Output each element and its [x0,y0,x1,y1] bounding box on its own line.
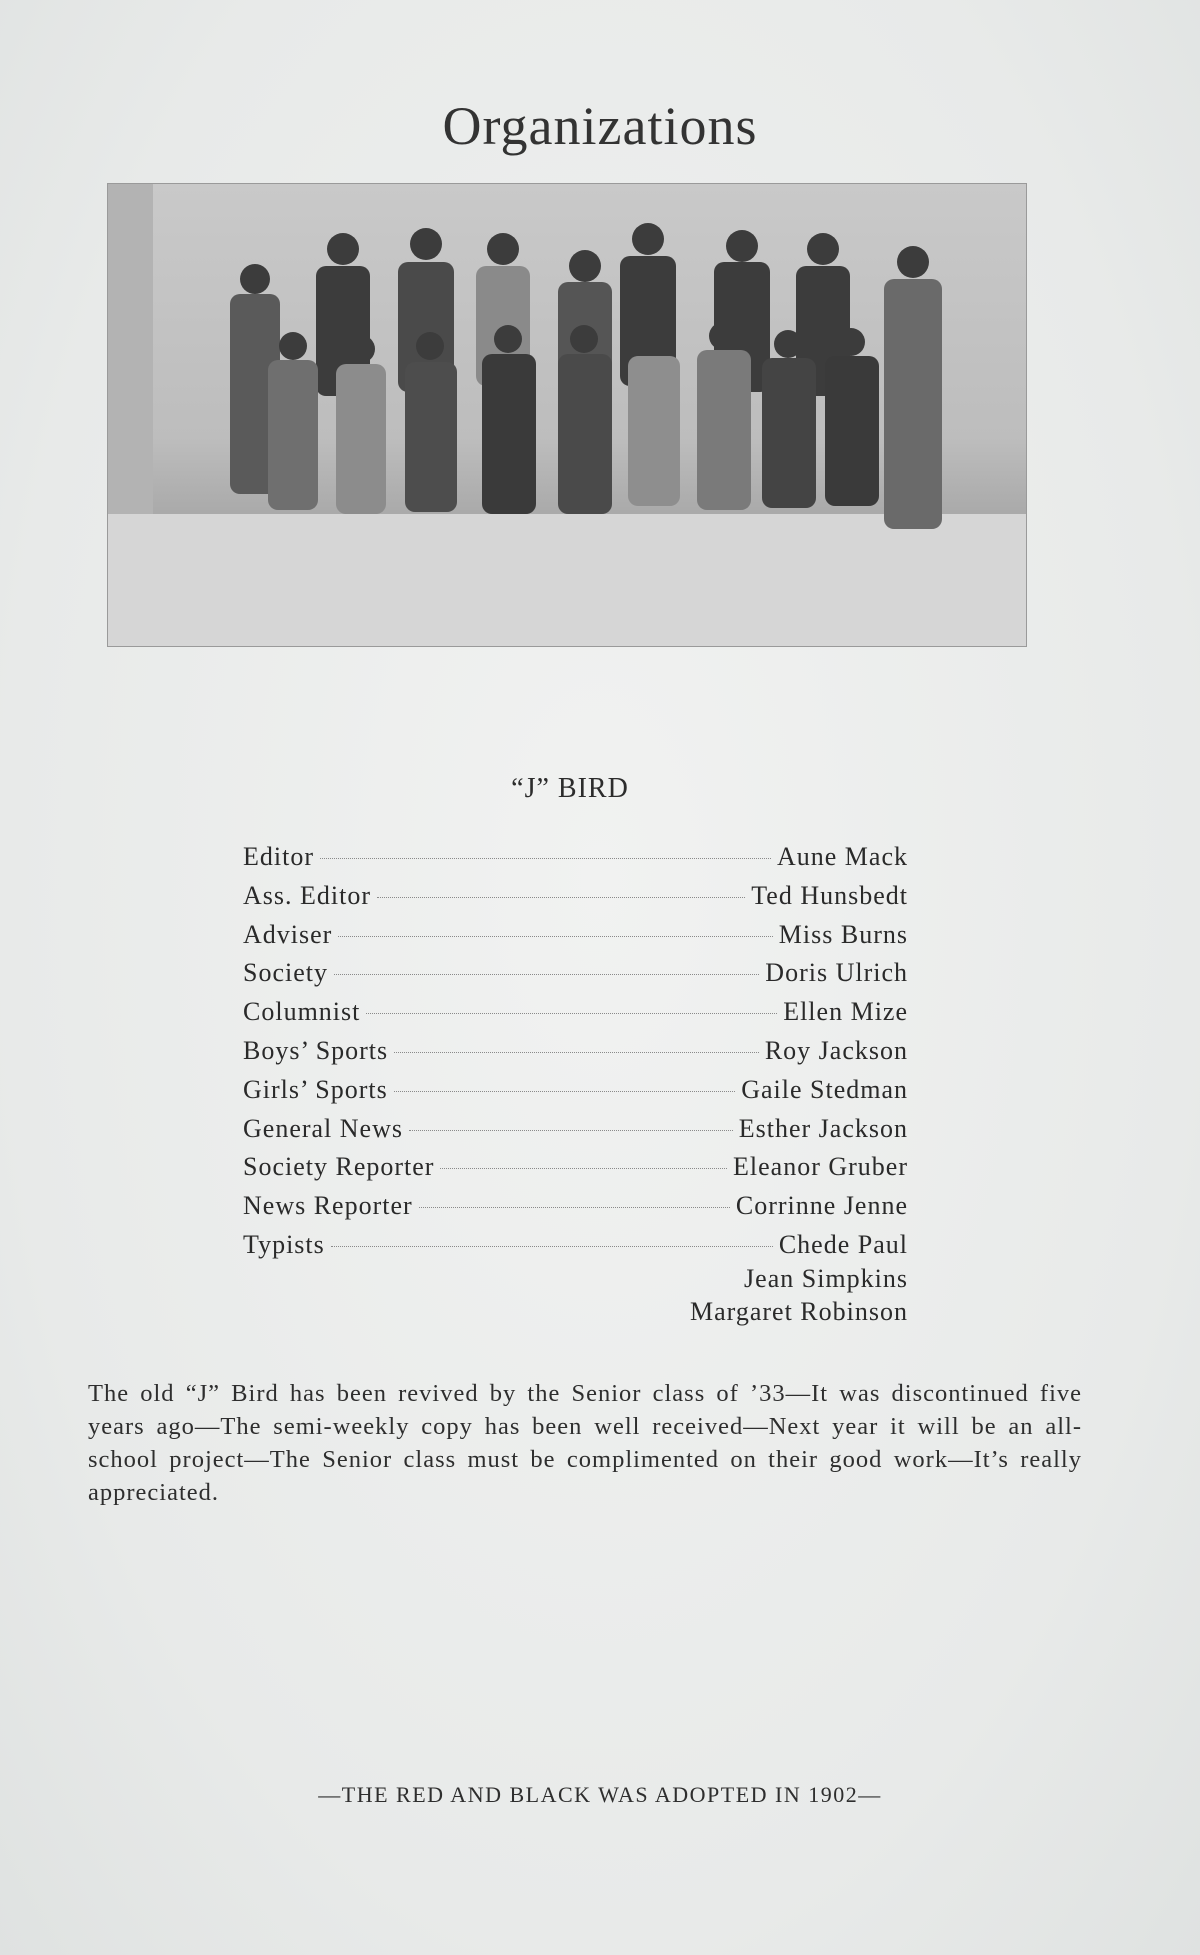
typists-extra-list [690,1264,908,1330]
page-title: Organizations [442,96,758,156]
leader-dots [338,936,772,937]
staff-row-adviser: Adviser Miss Burns [243,919,908,949]
leader-dots [320,858,771,859]
leader-dots [331,1246,773,1247]
staff-row-society: Society Doris Ulrich [243,958,908,988]
description-paragraph: The old “J” Bird has been revived by the Senior class of ’33—It was discontinued five years ago—The semi-weekly copy has been well received—Next year it will be an all-school project—The Senior class must be complimented on their good work—It’s really appreciated. [88,1379,1082,1506]
staff-row-ass-editor: Ass. Editor Ted Hunsbedt [243,880,908,910]
typist-name: Margaret Robinson [690,1297,908,1326]
leader-dots [440,1168,727,1169]
section-title: “J” BIRD [511,773,629,804]
staff-row-news-reporter: News Reporter Corrinne Jenne [243,1191,908,1221]
leader-dots [334,974,759,975]
leader-dots [394,1052,759,1053]
staff-row-columnist: Columnist Ellen Mize [243,997,908,1027]
leader-dots [394,1091,736,1092]
staff-row-boys-sports: Boys’ Sports Roy Jackson [243,1035,908,1065]
leader-dots [366,1013,777,1014]
leader-dots [409,1130,733,1131]
leader-dots [377,897,745,898]
leader-dots [419,1207,730,1208]
typist-name: Jean Simpkins [744,1264,908,1293]
staff-row-general-news: General News Esther Jackson [243,1113,908,1143]
footer-motto: —THE RED AND BLACK WAS ADOPTED IN 1902— [318,1782,882,1807]
group-photo [107,183,1027,647]
staff-row-typists: Typists Chede Paul [243,1229,908,1259]
staff-row-girls-sports: Girls’ Sports Gaile Stedman [243,1074,908,1104]
staff-row-society-reporter: Society Reporter Eleanor Gruber [243,1152,908,1182]
staff-list [243,842,908,1269]
group-photo-figures [108,184,1026,646]
staff-row-editor: Editor Aune Mack [243,842,908,871]
